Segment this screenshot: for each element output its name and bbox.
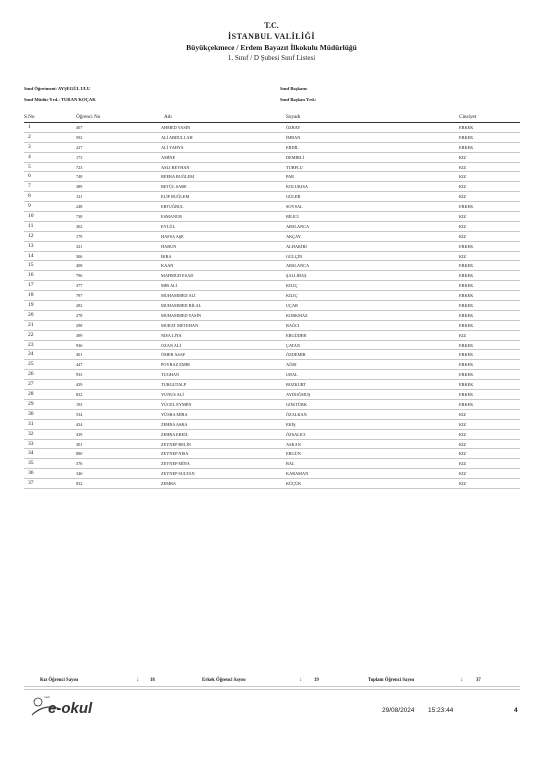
cell-sno: 16 (28, 272, 34, 279)
cell-gender: ERKEK (459, 263, 474, 269)
cell-last-name: KILIÇ (286, 283, 298, 289)
cell-last-name: BİLİCİ (286, 214, 299, 220)
cell-sno: 4 (28, 153, 31, 160)
table-row (24, 479, 520, 489)
cell-gender: ERKEK (459, 401, 474, 407)
cell-gender: KIZ (459, 451, 467, 457)
cell-first-name: İKRA (161, 253, 172, 259)
cell-student-no: 447 (76, 362, 83, 368)
cell-last-name: TURFLU (286, 164, 303, 170)
cell-student-no: 179 (76, 233, 83, 239)
cell-gender: ERKEK (459, 362, 474, 368)
cell-sno: 37 (28, 480, 34, 487)
cell-last-name: GÜLÇİN (286, 253, 303, 259)
cell-last-name: KÜÇÜK (286, 481, 302, 487)
cell-student-no: 298 (76, 322, 83, 328)
cell-last-name: ÖZBAY (286, 125, 301, 130)
cell-last-name: SOYSAL (286, 204, 303, 210)
cell-student-no: 723 (76, 164, 83, 170)
cell-last-name: ŞALLIBAŞ (286, 273, 307, 279)
cell-sno: 17 (28, 282, 34, 289)
cell-first-name: ERTUĞRUL (161, 204, 184, 210)
cell-last-name: ERGÜDER (286, 332, 307, 338)
cell-gender: ERKEK (459, 293, 474, 299)
cell-student-no: 936 (76, 342, 83, 348)
footer-divider (24, 689, 520, 690)
table-row (24, 390, 520, 400)
cell-last-name: ARSLANCA (286, 263, 310, 269)
table-row (24, 350, 520, 360)
header-tc: T.C. (264, 21, 279, 30)
cell-first-name: ZEYNEP NİSA (161, 451, 189, 457)
col-last-name: Soyadı (286, 114, 301, 120)
table-row (24, 281, 520, 291)
cell-first-name: HAFSA AŞE (161, 233, 184, 239)
cell-student-no: 499 (76, 332, 83, 338)
cell-first-name: EYLÜL (161, 223, 176, 229)
cell-student-no: 439 (76, 431, 83, 437)
boys-count-value: 19 (314, 678, 319, 683)
cell-student-no: 748 (76, 174, 83, 180)
cell-student-no: 401 (76, 352, 83, 358)
cell-last-name: EKİŞ (286, 421, 296, 427)
cell-last-name: GÖKTÜRK (286, 401, 308, 407)
table-row (24, 232, 520, 242)
cell-first-name: YUNUS ALİ (161, 392, 184, 398)
cell-first-name: AHMED YASİN (161, 125, 191, 130)
cell-first-name: HARUN (161, 243, 177, 249)
cell-gender: ERKEK (459, 283, 474, 289)
boys-count-colon: : (300, 678, 302, 683)
cell-first-name: KAAN (161, 263, 174, 269)
cell-gender: KIZ (459, 223, 467, 229)
table-row (24, 291, 520, 301)
cell-gender: KIZ (459, 431, 467, 437)
cell-last-name: DEMİRLİ (286, 154, 304, 160)
cell-student-no: 408 (76, 263, 83, 269)
header-school-name: Büyükçekmece / Erdem Bayazıt İlkokulu Müdürlüğü (186, 43, 357, 52)
total-count-colon: : (461, 678, 463, 683)
cell-student-no: 534 (76, 411, 83, 417)
table-row (24, 163, 520, 173)
cell-gender: ERKEK (459, 312, 474, 318)
cell-sno: 6 (28, 173, 31, 180)
cell-sno: 33 (28, 440, 34, 447)
cell-gender: ERKEK (459, 125, 474, 130)
cell-first-name: MUHAMMED BİLAL (161, 303, 202, 309)
cell-sno: 18 (28, 292, 34, 299)
cell-gender: ERKEK (459, 144, 474, 150)
table-header (24, 113, 520, 123)
cell-sno: 10 (28, 213, 34, 220)
cell-last-name: KILIÇ (286, 293, 298, 299)
cell-sno: 22 (28, 331, 34, 338)
summary-row (24, 676, 520, 687)
cell-gender: ERKEK (459, 303, 474, 309)
cell-sno: 12 (28, 232, 34, 239)
document-header (0, 20, 543, 64)
cell-first-name: MUHAMMED ALİ (161, 293, 196, 299)
cell-gender: KIZ (459, 481, 467, 487)
cell-gender: KIZ (459, 421, 467, 427)
table-row (24, 252, 520, 262)
table-row (24, 321, 520, 331)
cell-first-name: MİR ALİ (161, 283, 178, 289)
cell-first-name: YÜSRA MİRA (161, 411, 188, 417)
cell-student-no: 376 (76, 461, 83, 467)
cell-sno: 27 (28, 381, 34, 388)
cell-gender: KIZ (459, 164, 467, 170)
cell-student-no: 227 (76, 144, 83, 150)
cell-first-name: ZEYNEP BELİN (161, 441, 192, 447)
cell-sno: 28 (28, 391, 34, 398)
table-row (24, 331, 520, 341)
table-row (24, 400, 520, 410)
cell-student-no: 301 (76, 441, 83, 447)
cell-sno: 3 (28, 143, 31, 150)
cell-first-name: ZEYNEP MİNA (161, 461, 190, 467)
cell-last-name: URAL (286, 372, 298, 378)
cell-sno: 19 (28, 302, 34, 309)
table-row (24, 440, 520, 450)
table-row (24, 380, 520, 390)
cell-gender: KIZ (459, 441, 467, 447)
table-row (24, 153, 520, 163)
cell-last-name: KOLUKISA (286, 184, 308, 190)
cell-gender: ERKEK (459, 273, 474, 279)
cell-first-name: ZEHRA ASRA (161, 421, 188, 427)
cell-first-name: MUHAMMED YASİN (161, 312, 202, 318)
table-row (24, 341, 520, 351)
cell-gender: KIZ (459, 214, 467, 220)
class-teacher: Sınıf Öğretmeni: AYŞEGÜL ULU (24, 86, 91, 91)
table-row (24, 449, 520, 459)
logo-small-text: meb (44, 695, 50, 699)
assistant-principal: Sınıf Müdür Yrd.: TURAN KOÇAK (24, 97, 96, 102)
table-row (24, 469, 520, 479)
cell-sno: 34 (28, 450, 34, 457)
cell-gender: KIZ (459, 332, 467, 338)
cell-last-name: ALHAKİRİ (286, 243, 307, 249)
cell-gender: KIZ (459, 194, 467, 200)
cell-first-name: ALİ YAHYA (161, 144, 184, 150)
cell-student-no: 880 (76, 451, 83, 457)
cell-sno: 35 (28, 460, 34, 467)
cell-gender: ERKEK (459, 372, 474, 378)
cell-last-name: PAR (286, 174, 294, 180)
eokul-logo (30, 693, 110, 719)
table-row (24, 143, 520, 153)
student-table (24, 113, 520, 489)
table-row (24, 133, 520, 143)
cell-gender: ERKEK (459, 322, 474, 328)
cell-last-name: ARSLANCA (286, 223, 310, 229)
cell-sno: 30 (28, 410, 34, 417)
cell-last-name: ÖZSALICI (286, 431, 306, 437)
cell-last-name: ERDİL (286, 144, 299, 150)
cell-last-name: UÇAR (286, 303, 298, 309)
table-row (24, 410, 520, 420)
cell-last-name: KORKMAZ (286, 312, 308, 318)
cell-last-name: ÖZALKAN (286, 411, 307, 417)
table-row (24, 430, 520, 440)
cell-gender: KIZ (459, 233, 467, 239)
cell-first-name: ELİF BUĞLEM (161, 194, 190, 200)
cell-gender: ERKEK (459, 352, 474, 358)
cell-sno: 20 (28, 311, 34, 318)
col-first-name: Adı (164, 114, 172, 120)
cell-first-name: AMİNE (161, 154, 176, 160)
table-row (24, 301, 520, 311)
cell-sno: 26 (28, 371, 34, 378)
cell-student-no: 832 (76, 392, 83, 398)
cell-first-name: MURAT METEHAN (161, 322, 199, 328)
table-row (24, 242, 520, 252)
cell-last-name: BOZKURT (286, 382, 307, 388)
table-body (24, 123, 520, 489)
cell-last-name: ASKAN (286, 441, 301, 447)
boys-count-label: Erkek Öğrenci Sayısı (202, 678, 246, 683)
total-count-label: Toplam Öğrenci Sayısı (368, 678, 415, 683)
table-row (24, 202, 520, 212)
cell-sno: 31 (28, 420, 34, 427)
cell-first-name: OZAN ALİ (161, 342, 181, 348)
cell-last-name: AĞRI (286, 362, 297, 368)
col-sno: S.No (24, 114, 35, 120)
girls-count-value: 18 (150, 678, 155, 683)
cell-student-no: 389 (76, 184, 83, 190)
cell-gender: ERKEK (459, 392, 474, 398)
cell-last-name: AKÇAY (286, 233, 301, 239)
cell-last-name: İMRAN (286, 134, 301, 140)
cell-last-name: ÖZDEMİR (286, 352, 306, 358)
cell-student-no: 439 (76, 382, 83, 388)
logo-text: e-okul (48, 700, 93, 717)
cell-first-name: BEERA BUĞLEM (161, 174, 195, 180)
cell-first-name: YÜCEL EYMEN (161, 401, 192, 407)
class-president: Sınıf Başkanı: (280, 86, 308, 91)
cell-sno: 15 (28, 262, 34, 269)
cell-student-no: 321 (76, 243, 83, 249)
col-gender: Cinsiyet (459, 114, 477, 120)
cell-gender: ERKEK (459, 134, 474, 140)
table-row (24, 420, 520, 430)
cell-first-name: TURGUTALP (161, 382, 187, 388)
cell-gender: KIZ (459, 174, 467, 180)
cell-student-no: 193 (76, 401, 83, 407)
cell-gender: KIZ (459, 154, 467, 160)
cell-sno: 8 (28, 193, 31, 200)
cell-sno: 29 (28, 400, 34, 407)
cell-first-name: ZEMRA (161, 481, 177, 487)
cell-first-name: ALİ ABDULLAH (161, 134, 193, 140)
cell-sno: 25 (28, 361, 34, 368)
cell-first-name: ESMANUR (161, 214, 183, 220)
cell-first-name: POYRAZ EMİR (161, 362, 191, 368)
cell-sno: 23 (28, 341, 34, 348)
cell-first-name: MAHMUD ESAD (161, 273, 194, 279)
cell-student-no: 121 (76, 194, 83, 200)
cell-student-no: 173 (76, 154, 83, 160)
table-row (24, 360, 520, 370)
cell-gender: ERKEK (459, 204, 474, 210)
table-row (24, 370, 520, 380)
cell-student-no: 346 (76, 471, 83, 477)
table-row (24, 182, 520, 192)
cell-student-no: 407 (76, 125, 83, 130)
cell-last-name: GÜLER (286, 194, 301, 200)
page-number: 4 (514, 707, 518, 714)
cell-gender: KIZ (459, 471, 467, 477)
header-list-title: 1. Sınıf / D Şubesi Sınıf Listesi (227, 54, 316, 62)
cell-sno: 21 (28, 321, 34, 328)
table-row (24, 261, 520, 271)
table-row (24, 222, 520, 232)
cell-student-no: 282 (76, 303, 83, 309)
cell-last-name: BAĞCI (286, 322, 300, 328)
cell-student-no: 592 (76, 134, 83, 140)
cell-sno: 14 (28, 252, 34, 259)
cell-student-no: 306 (76, 253, 83, 259)
cell-student-no: 796 (76, 273, 83, 279)
total-count-value: 37 (476, 678, 481, 683)
cell-first-name: ÖMER ASAF (161, 352, 186, 358)
cell-last-name: KARAMAN (286, 471, 309, 477)
cell-sno: 32 (28, 430, 34, 437)
cell-first-name: TUGHAN (161, 372, 180, 378)
cell-gender: KIZ (459, 253, 467, 259)
cell-gender: ERKEK (459, 243, 474, 249)
cell-gender: KIZ (459, 411, 467, 417)
cell-sno: 5 (28, 163, 31, 170)
table-row (24, 311, 520, 321)
cell-student-no: 832 (76, 481, 83, 487)
table-row (24, 192, 520, 202)
cell-last-name: BAL (286, 461, 295, 467)
cell-sno: 36 (28, 470, 34, 477)
cell-sno: 1 (28, 124, 31, 130)
cell-gender: KIZ (459, 461, 467, 467)
cell-first-name: ZEHRA EREİL (161, 431, 189, 437)
cell-student-no: 278 (76, 312, 83, 318)
cell-first-name: BETÜL SARE (161, 184, 187, 190)
cell-student-no: 933 (76, 372, 83, 378)
cell-sno: 13 (28, 242, 34, 249)
girls-count-colon: : (137, 678, 139, 683)
cell-first-name: NİSA LİYA (161, 332, 182, 338)
cell-sno: 7 (28, 183, 31, 190)
cell-gender: ERKEK (459, 382, 474, 388)
col-student-no: Öğrenci No (76, 114, 101, 120)
cell-student-no: 248 (76, 204, 83, 210)
cell-sno: 24 (28, 351, 34, 358)
table-row (24, 123, 520, 133)
cell-student-no: 797 (76, 293, 83, 299)
table-row (24, 271, 520, 281)
cell-last-name: ÇATAN (286, 342, 300, 348)
header-governorship: İSTANBUL VALİLİĞİ (228, 32, 315, 41)
cell-gender: ERKEK (459, 342, 474, 348)
cell-student-no: 302 (76, 223, 83, 229)
print-time: 15:23:44 (428, 707, 454, 714)
print-date: 29/08/2024 (382, 707, 415, 714)
table-row (24, 212, 520, 222)
girls-count-label: Kız Öğrenci Sayısı (40, 678, 79, 683)
table-row (24, 459, 520, 469)
cell-first-name: ZEYNEP SULTAN (161, 471, 195, 477)
cell-student-no: 738 (76, 214, 83, 220)
cell-gender: KIZ (459, 184, 467, 190)
cell-student-no: 377 (76, 283, 83, 289)
cell-sno: 2 (28, 133, 31, 140)
cell-sno: 11 (28, 222, 34, 229)
cell-sno: 9 (28, 203, 31, 210)
cell-first-name: ASLI REYHAN (161, 164, 190, 170)
cell-last-name: AYDOĞMUŞ (286, 392, 311, 398)
cell-last-name: ERGÜN (286, 451, 301, 457)
table-row (24, 172, 520, 182)
cell-student-no: 434 (76, 421, 83, 427)
class-vice-president: Sınıf Başkan Yrd.: (280, 97, 317, 102)
